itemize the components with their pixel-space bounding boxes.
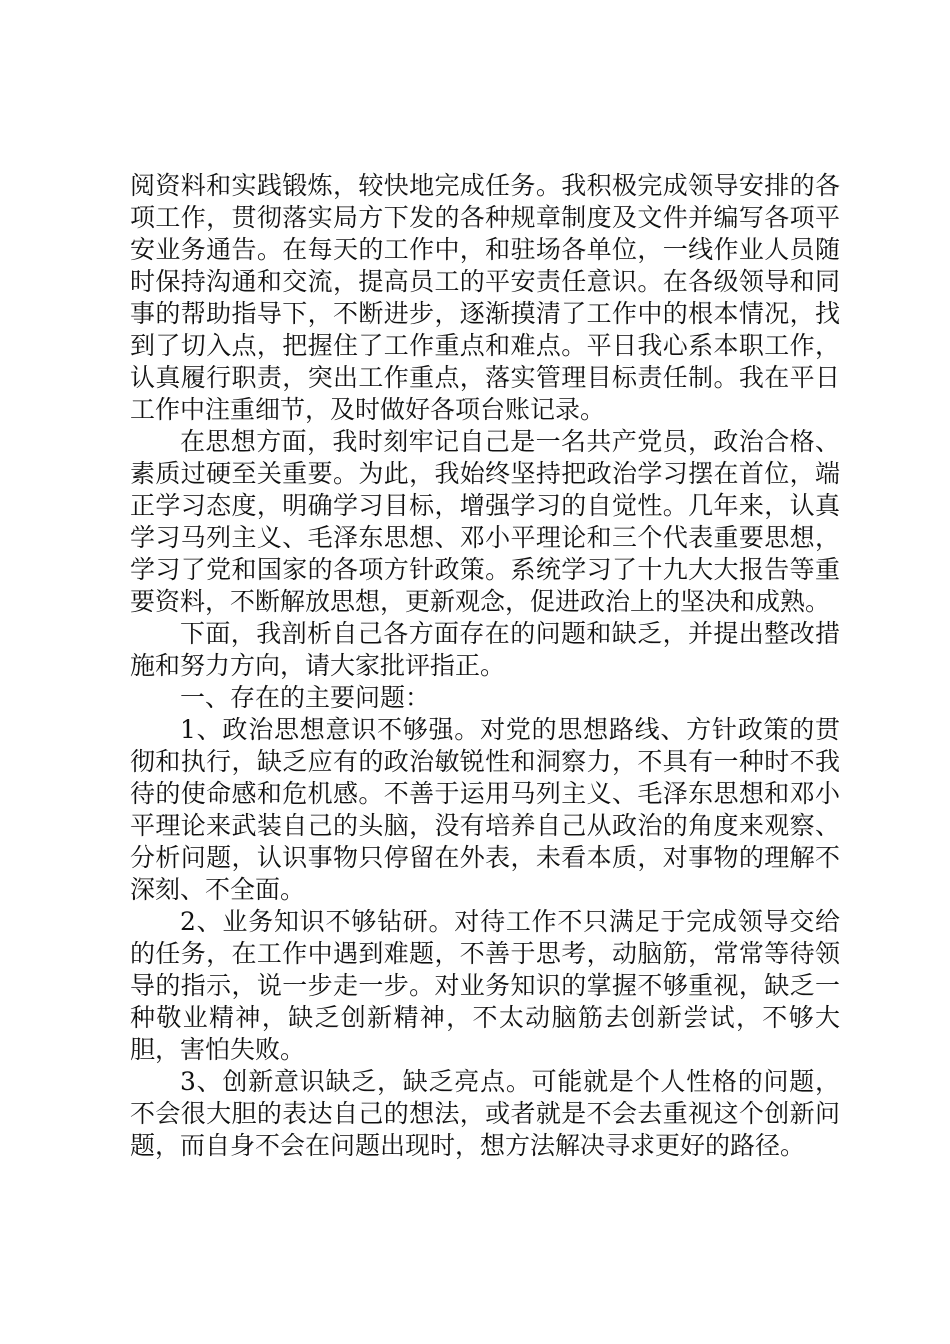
body-text [130,170,840,1162]
paragraph-continuation: 阅资料和实践锻炼，较快地完成任务。我积极完成领导安排的各项工作，贯彻落实局方下发的各种规章制度及文件并编写各项平安业务通告。在每天的工作中，和驻场各单位，一线作业人员随时保持沟通和交流，提高员工的平安责任意识。在各级领导和同事的帮助指导下，不断进步，逐渐摸清了工作中的根本情况，找到了切入点，把握住了工作重点和难点。平日我心系本职工作，认真履行职责，突出工作重点，落实管理目标责任制。我在平日工作中注重细节，及时做好各项台账记录。 [130,171,840,424]
section-heading-problems: 一、存在的主要问题： [180,683,431,712]
paragraph-problem-3: 3、创新意识缺乏，缺乏亮点。可能就是个人性格的问题，不会很大胆的表达自己的想法，或者就是不会去重视这个创新问题，而自身不会在问题出现时，想方法解决寻求更好的路径。 [130,1067,840,1160]
paragraph-introduction: 下面，我剖析自己各方面存在的问题和缺乏，并提出整改措施和努力方向，请大家批评指正。 [130,619,840,680]
paragraph-ideology: 在思想方面，我时刻牢记自己是一名共产党员，政治合格、素质过硬至关重要。为此，我始终坚持把政治学习摆在首位，端正学习态度，明确学习目标，增强学习的自觉性。几年来，认真学习马列主义、毛泽东思想、邓小平理论和三个代表重要思想，学习了党和国家的各项方针政策。系统学习了十九大大报告等重要资料，不断解放思想，更新观念，促进政治上的坚决和成熟。 [130,427,840,616]
paragraph-problem-2: 2、业务知识不够钻研。对待工作不只满足于完成领导交给的任务，在工作中遇到难题，不善于思考，动脑筋，常常等待领导的指示，说一步走一步。对业务知识的掌握不够重视，缺乏一种敬业精神，缺乏创新精神，不太动脑筋去创新尝试，不够大胆，害怕失败。 [130,907,840,1064]
paragraph-problem-1: 1、政治思想意识不够强。对党的思想路线、方针政策的贯彻和执行，缺乏应有的政治敏锐性和洞察力，不具有一种时不我待的使命感和危机感。不善于运用马列主义、毛泽东思想和邓小平理论来武装自己的头脑，没有培养自己从政治的角度来观察、分析问题，认识事物只停留在外表，未看本质，对事物的理解不深刻、不全面。 [130,715,840,904]
